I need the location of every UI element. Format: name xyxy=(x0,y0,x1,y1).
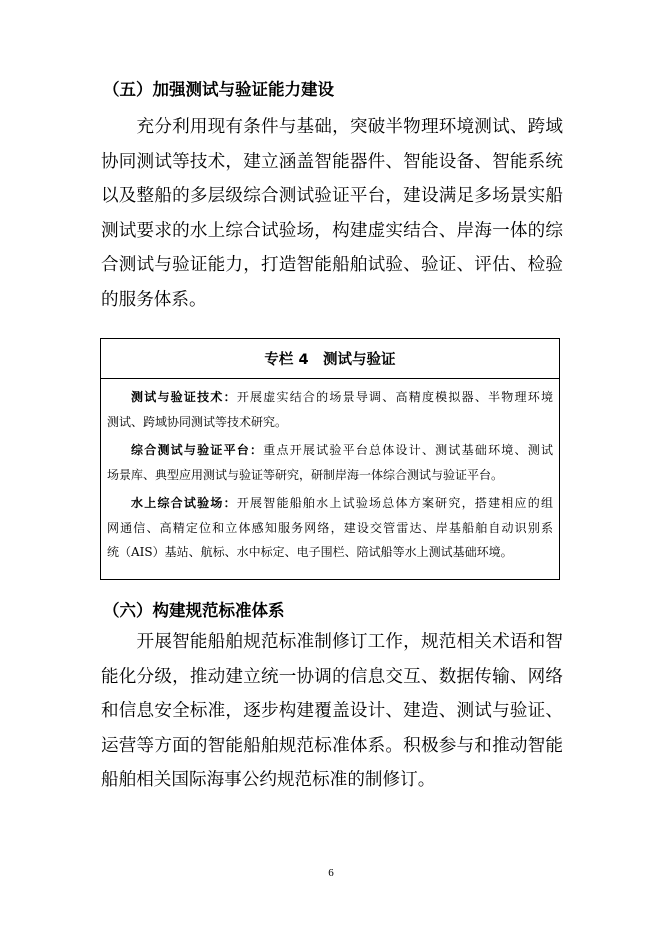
entry-text: 重点开展试验平台总体设计、测试基础环境、测试 xyxy=(263,443,553,457)
entry-line: 场景库、典型应用测试与验证等研究，研制岸海一体综合测试与验证平台。 xyxy=(107,467,504,482)
entry-line: 统（AIS）基站、航标、水中标定、电子围栏、陪试船等水上测试基础环境。 xyxy=(107,545,513,559)
entry-line xyxy=(107,491,553,516)
column-box-4 xyxy=(100,338,560,580)
section-heading-6: （六）构建规范标准体系 xyxy=(103,601,285,620)
entry-line: 测试、跨域协同测试等技术研究。 xyxy=(107,414,288,429)
entry-line xyxy=(107,438,553,463)
paragraph-line: 充分利用现有条件与基础，突破半物理环境测试、跨域 xyxy=(101,117,563,137)
entry-line xyxy=(107,385,553,410)
paragraph-line: 的服务体系。 xyxy=(101,289,207,310)
column-box-title: 专栏 4 测试与验证 xyxy=(101,339,559,379)
column-entry-testing-technology xyxy=(107,385,553,434)
column-entry-water-test-site xyxy=(107,491,553,565)
section-paragraph-5 xyxy=(101,110,563,318)
paragraph-line: 船舶相关国际海事公约规范标准的制修订。 xyxy=(101,770,436,791)
paragraph-line: 测试要求的水上综合试验场，构建虚实结合、岸海一体的综 xyxy=(101,220,563,241)
entry-label: 水上综合试验场： xyxy=(131,496,237,510)
column-entry-testing-platform xyxy=(107,438,553,487)
paragraph-line: 和信息安全标准，逐步构建覆盖设计、建造、测试与验证、 xyxy=(101,701,563,722)
paragraph-line: 开展智能船舶规范标准制修订工作，规范相关术语和智 xyxy=(101,632,563,652)
entry-text: 开展智能船舶水上试验场总体方案研究，搭建相应的组 xyxy=(236,496,553,510)
column-box-body xyxy=(101,379,559,565)
entry-label: 综合测试与验证平台： xyxy=(131,443,264,457)
entry-line: 网通信、高精定位和立体感知服务网络，建设交管雷达、岸基船舶自动识别系 xyxy=(107,520,553,535)
paragraph-line: 合测试与验证能力，打造智能船舶试验、验证、评估、检验 xyxy=(101,255,563,276)
paragraph-line: 运营等方面的智能船舶规范标准体系。积极参与和推动智能 xyxy=(101,735,563,756)
entry-text: 开展虚实结合的场景导调、高精度模拟器、半物理环境 xyxy=(236,390,553,404)
paragraph-line: 协同测试等技术，建立涵盖智能器件、智能设备、智能系统 xyxy=(101,151,563,172)
section-heading-5: （五）加强测试与验证能力建设 xyxy=(103,80,334,99)
entry-label: 测试与验证技术： xyxy=(131,390,237,404)
paragraph-line: 能化分级，推动建立统一协调的信息交互、数据传输、网络 xyxy=(101,666,563,687)
section-paragraph-6 xyxy=(101,625,563,798)
page-number: 6 xyxy=(328,867,334,879)
paragraph-line: 以及整船的多层级综合测试验证平台，建设满足多场景实船 xyxy=(101,186,563,207)
